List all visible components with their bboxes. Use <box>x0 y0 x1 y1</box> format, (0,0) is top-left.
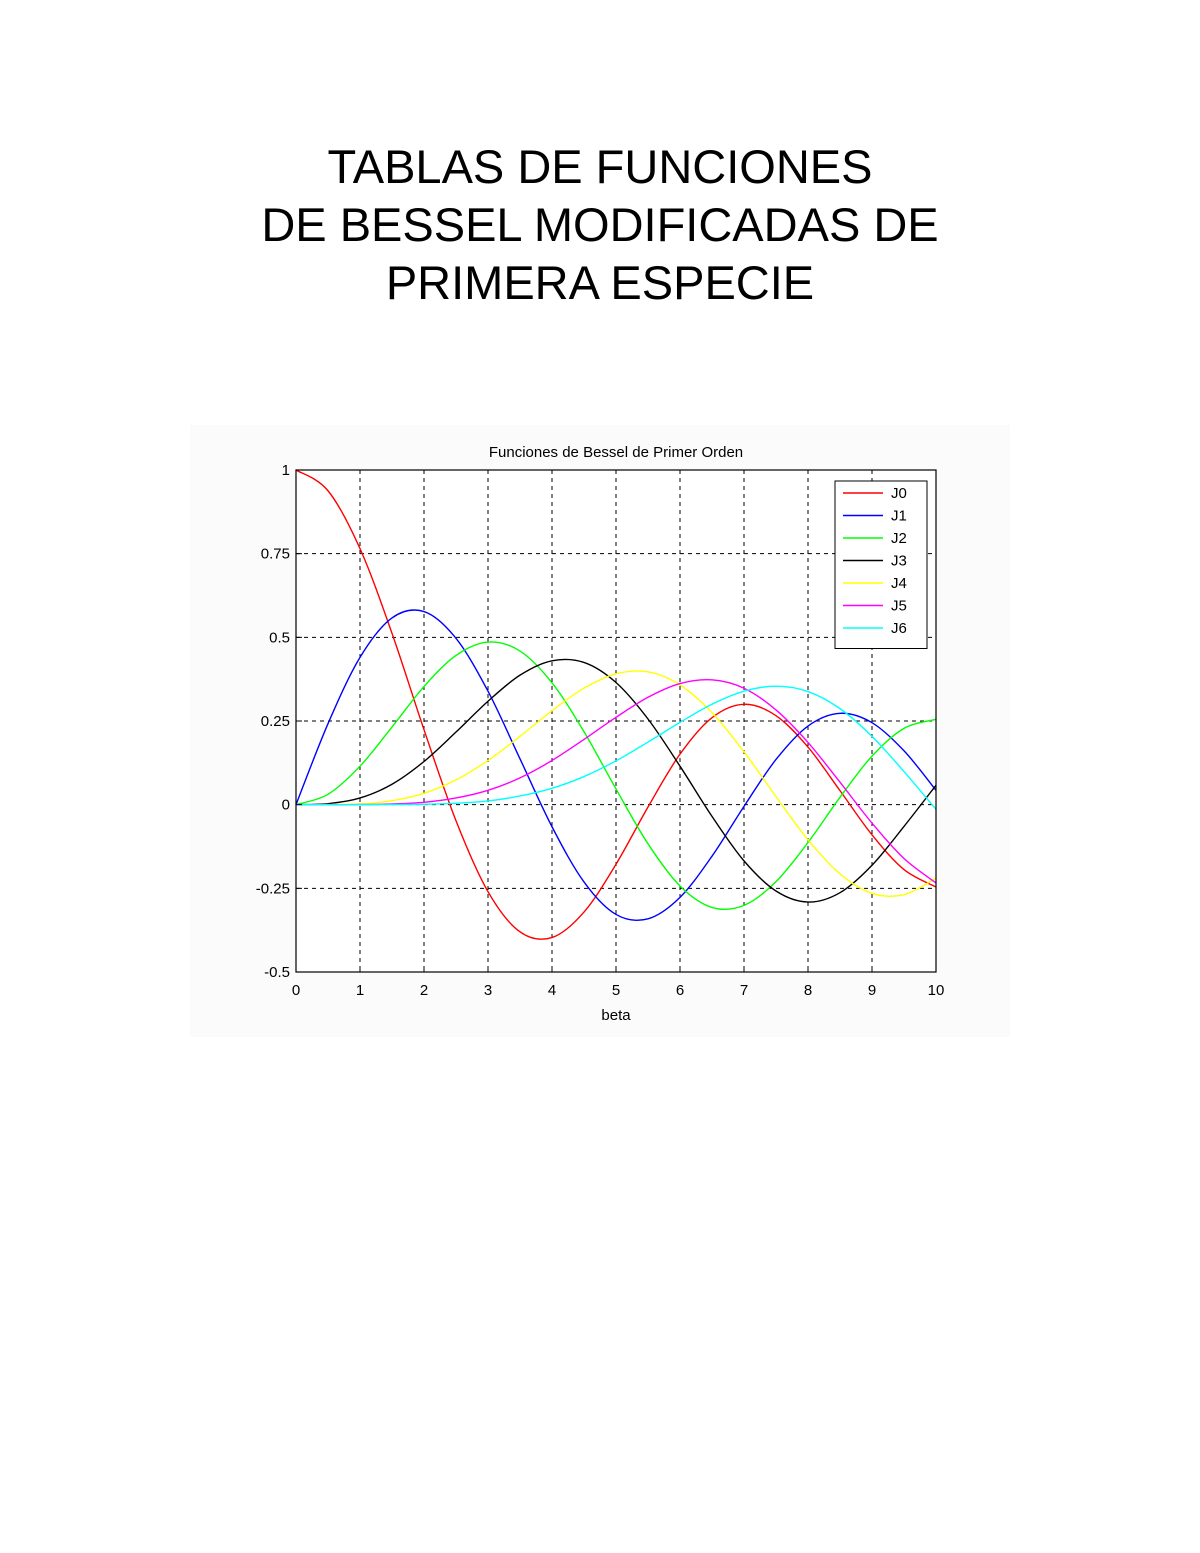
x-tick-label: 8 <box>803 982 813 999</box>
title-line-3: PRIMERA ESPECIE <box>385 256 815 309</box>
y-tick-label: -0.25 <box>255 880 290 898</box>
x-tick-label: 5 <box>611 982 621 999</box>
legend-label-j6: J6 <box>891 620 907 637</box>
y-tick-label: 0.5 <box>269 629 290 647</box>
y-tick-label: 0.75 <box>260 545 290 563</box>
x-tick-label: 1 <box>355 982 365 999</box>
x-tick-label: 9 <box>867 982 877 999</box>
y-tick-label: 0.25 <box>260 713 290 730</box>
legend-label-j3: J3 <box>891 552 907 570</box>
x-tick-label: 10 <box>927 982 945 999</box>
legend-label-j2: J2 <box>891 530 907 547</box>
x-tick-label: 7 <box>739 982 749 999</box>
y-tick-label: 1 <box>281 462 290 479</box>
title-line-2: DE BESSEL MODIFICADAS DE <box>261 198 939 251</box>
legend-label-j1: J1 <box>891 507 907 525</box>
x-tick-label: 4 <box>547 982 557 999</box>
x-tick-label: 3 <box>483 982 493 999</box>
chart-figure <box>190 425 1010 1037</box>
x-axis-label: beta <box>601 1007 631 1024</box>
chart-svg <box>190 425 1010 1037</box>
x-tick-label: 0 <box>291 982 301 999</box>
legend-label-j5: J5 <box>891 597 907 615</box>
legend-box <box>835 481 927 649</box>
page-title <box>0 138 1200 312</box>
title-line-1: TABLAS DE FUNCIONES <box>327 140 873 193</box>
x-tick-label: 6 <box>675 982 685 999</box>
x-tick-label: 2 <box>419 982 429 999</box>
chart-title: Funciones de Bessel de Primer Orden <box>488 444 744 461</box>
legend-label-j4: J4 <box>891 575 907 592</box>
legend-label-j0: J0 <box>891 485 907 502</box>
y-tick-label: 0 <box>281 796 290 814</box>
y-tick-label: -0.5 <box>264 964 290 981</box>
legend <box>835 481 927 649</box>
